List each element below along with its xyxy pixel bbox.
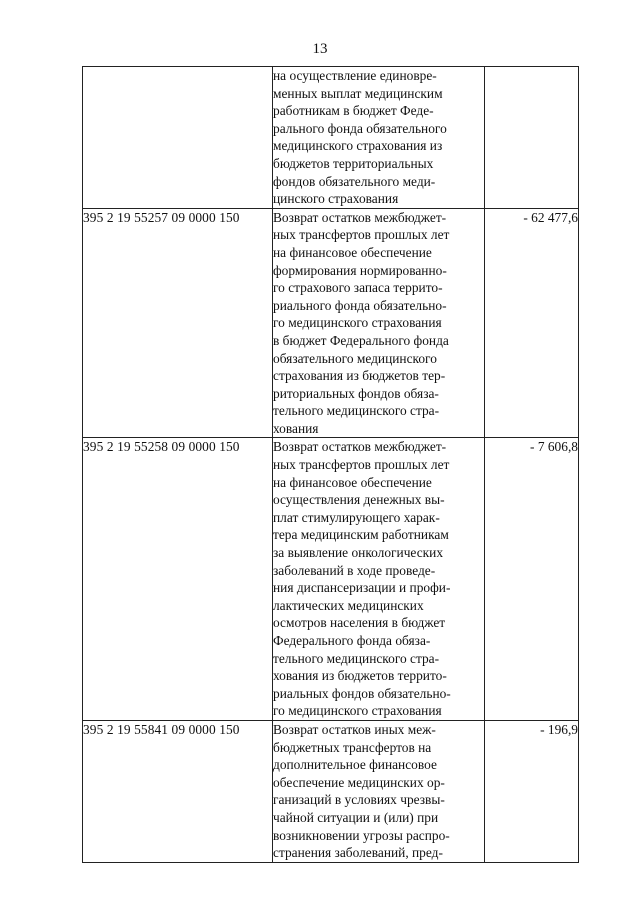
description-line: бюджетов территориальных bbox=[273, 155, 434, 171]
description-line: го страхового запаса террито- bbox=[273, 280, 443, 296]
description-line: плат стимулирующего харак- bbox=[273, 509, 440, 525]
description-line: ганизаций в условиях чрезвы- bbox=[273, 792, 445, 808]
description-line: на финансовое обеспечение bbox=[273, 474, 432, 490]
description-line: хования bbox=[273, 420, 319, 436]
amount-cell: - 196,9 bbox=[485, 720, 579, 862]
description-cell bbox=[273, 67, 485, 209]
description-line: риториальных фондов обяза- bbox=[273, 385, 439, 401]
description-line: чайной ситуации и (или) при bbox=[273, 809, 439, 825]
description-line: лактических медицинских bbox=[273, 597, 424, 613]
description-line: тельного медицинского стра- bbox=[273, 650, 440, 666]
description-line: на финансовое обеспечение bbox=[273, 244, 432, 260]
description-line: ных трансфертов прошлых лет bbox=[273, 457, 450, 473]
description-line: Возврат остатков межбюджет- bbox=[273, 439, 447, 455]
page-number: 13 bbox=[312, 41, 328, 57]
description-line: менных выплат медицинским bbox=[273, 85, 443, 101]
description-line: на осуществление единовре- bbox=[273, 68, 437, 83]
description-line: дополнительное финансовое bbox=[273, 757, 437, 773]
description-line: хования из бюджетов террито- bbox=[273, 668, 447, 684]
budget-code-cell: 395 2 19 55258 09 0000 150 bbox=[83, 438, 273, 721]
description-line: заболеваний в ходе проведе- bbox=[273, 562, 436, 578]
description-line: в бюджет Федерального фонда bbox=[273, 332, 449, 348]
description-line: обязательного медицинского bbox=[273, 350, 437, 366]
budget-code-cell bbox=[83, 67, 273, 209]
table-row bbox=[83, 67, 579, 209]
description-line: рального фонда обязательного bbox=[273, 120, 447, 136]
budget-code-cell: 395 2 19 55841 09 0000 150 bbox=[83, 720, 273, 862]
description-line: осуществления денежных вы- bbox=[273, 492, 445, 508]
description-cell bbox=[273, 438, 485, 721]
amount-cell bbox=[485, 67, 579, 209]
description-cell bbox=[273, 208, 485, 438]
description-line: ных трансфертов прошлых лет bbox=[273, 227, 450, 243]
description-line: цинского страхования bbox=[273, 191, 399, 207]
table-row bbox=[83, 720, 579, 862]
description-line: медицинского страхования из bbox=[273, 138, 443, 154]
description-line: Возврат остатков иных меж- bbox=[273, 721, 436, 737]
table-row bbox=[83, 438, 579, 721]
description-line: страхования из бюджетов тер- bbox=[273, 368, 446, 384]
description-line: го медицинского страхования bbox=[273, 315, 442, 331]
description-line: фондов обязательного меди- bbox=[273, 173, 436, 189]
description-line: возникновении угрозы распро- bbox=[273, 827, 450, 843]
description-line: формирования нормированно- bbox=[273, 262, 447, 278]
description-cell bbox=[273, 720, 485, 862]
description-line: тера медицинским работникам bbox=[273, 527, 449, 543]
amount-cell: - 7 606,8 bbox=[485, 438, 579, 721]
description-line: за выявление онкологических bbox=[273, 545, 444, 561]
description-line: бюджетных трансфертов на bbox=[273, 739, 432, 755]
description-line: осмотров населения в бюджет bbox=[273, 615, 446, 631]
description-line: тельного медицинского стра- bbox=[273, 403, 440, 419]
description-line: странения заболеваний, пред- bbox=[273, 845, 443, 861]
description-line: работникам в бюджет Федe- bbox=[273, 103, 434, 119]
budget-code-cell: 395 2 19 55257 09 0000 150 bbox=[83, 208, 273, 438]
table-row bbox=[83, 208, 579, 438]
amount-cell: - 62 477,6 bbox=[485, 208, 579, 438]
description-line: го медицинского страхования bbox=[273, 703, 442, 719]
description-line: обеспечение медицинских ор- bbox=[273, 774, 445, 790]
description-line: Федерального фонда обяза- bbox=[273, 633, 431, 648]
description-line: Возврат остатков межбюджет- bbox=[273, 209, 447, 225]
description-line: ния диспансеризации и профи- bbox=[273, 580, 451, 596]
budget-table bbox=[82, 66, 579, 863]
description-line: риального фонда обязательно- bbox=[273, 297, 447, 313]
description-line: риальных фондов обязательно- bbox=[273, 685, 451, 701]
